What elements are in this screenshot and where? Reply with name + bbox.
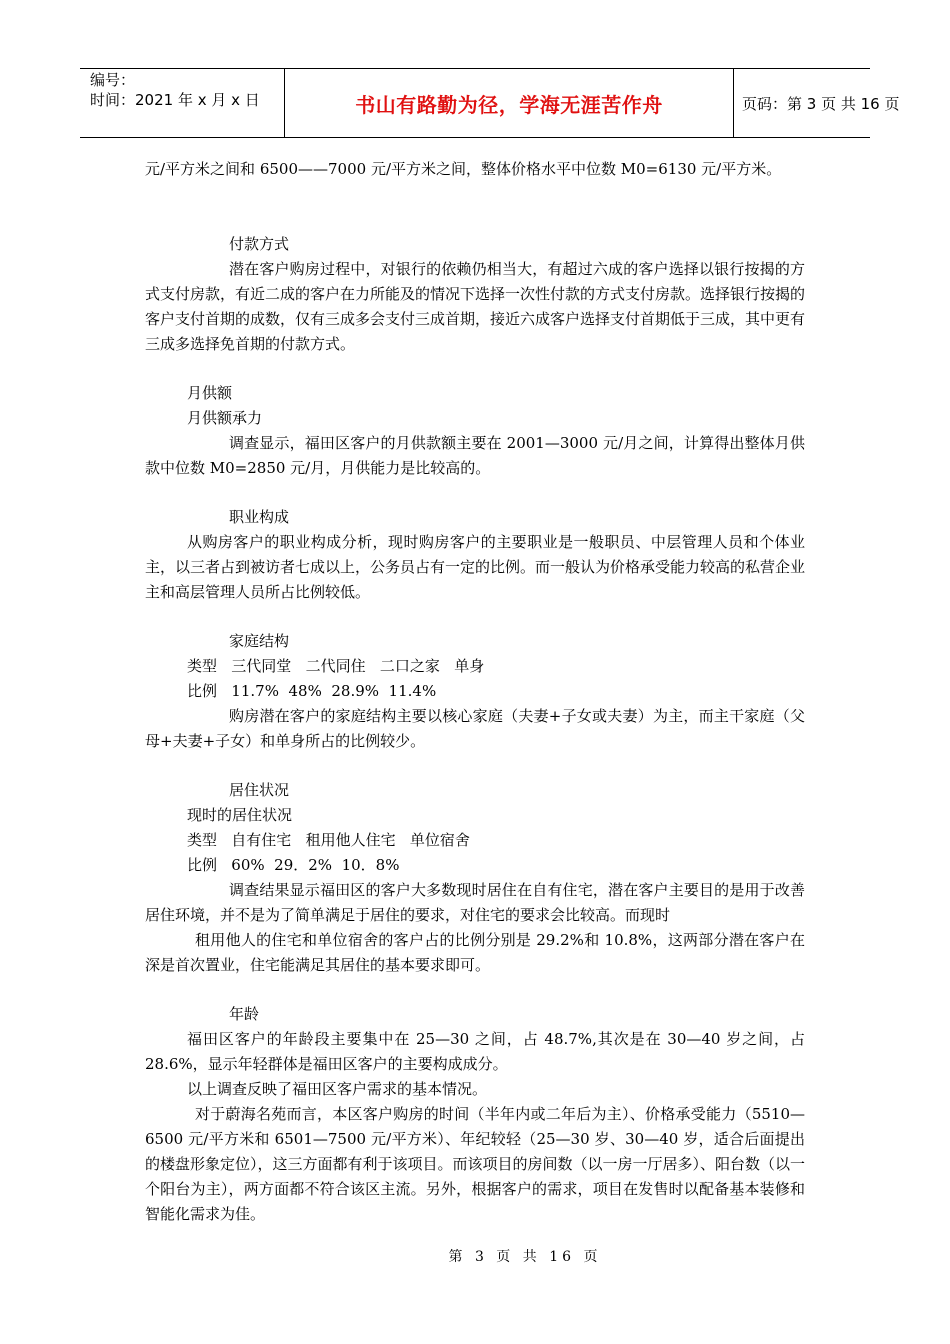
paragraph-living-2: 租用他人的住宅和单位宿舍的客户占的比例分别是 29.2%和 10.8%，这两部分潜在客户在深是首次置业，住宅能满足其居住的基本要求即可。 bbox=[145, 931, 805, 974]
subheading-monthly: 月供额承力 bbox=[187, 409, 263, 427]
paragraph-summary: 以上调查反映了福田区客户需求的基本情况。 bbox=[187, 1080, 488, 1098]
section-heading-family: 家庭结构 bbox=[229, 632, 290, 650]
paragraph-age: 福田区客户的年龄段主要集中在 25—30 之间，占 48.7%,其次是在 30—40 岁之间，占 28.6%，显示年轻群体是福田区客户的主要构成成分。 bbox=[145, 1030, 805, 1073]
section-heading-payment: 付款方式 bbox=[229, 235, 290, 253]
family-types-row: 类型 三代同堂 二代同住 二口之家 单身 bbox=[187, 657, 485, 675]
header-page-number: 页码：第 3 页 共 16 页 bbox=[742, 94, 900, 113]
section-heading-job: 职业构成 bbox=[229, 508, 290, 526]
paragraph-payment: 潜在客户购房过程中，对银行的依赖仍相当大，有超过六成的客户选择以银行按揭的方式支付房款，有近二成的客户在力所能及的情况下选择一次性付款的方式支付房款。选择银行按揭的客户支付首期的成数，仅有三成多会支付三成首期，接近六成客户选择支付首期低于三成，其中更有三成多选择免首期的付款方式。 bbox=[145, 260, 806, 353]
paragraph-conclusion: 对于蔚海名苑而言，本区客户购房的时间（半年内或二年后为主）、价格承受能力（5510—6500 元/平方米和 6501—7500 元/平方米）、年纪较轻（25—30 岁、30—40 岁，适合后面提出的楼盘形象定位），这三方面都有利于该项目。而该项目的房间数（以一房一厅居多）、阳台数（以一个阳台为主），两方面都不符合该区主流。另外，根据客户的需求，项目在发售时以配备基本装修和智能化需求为佳。 bbox=[145, 1105, 806, 1223]
paragraph-price: 元/平方米之间和 6500——7000 元/平方米之间，整体价格水平中位数 M0=6130 元/平方米。 bbox=[145, 160, 782, 178]
page-header bbox=[80, 68, 900, 138]
paragraph-family: 购房潜在客户的家庭结构主要以核心家庭（夫妻+子女或夫妻）为主，而主干家庭（父母+夫妻+子女）和单身所占的比例较少。 bbox=[145, 707, 805, 750]
section-heading-monthly: 月供额 bbox=[187, 384, 233, 402]
section-heading-living: 居住状况 bbox=[229, 781, 290, 799]
subheading-living: 现时的居住状况 bbox=[187, 806, 293, 824]
page-footer: 第 3 页 共 16 页 bbox=[448, 1249, 602, 1265]
header-motto: 书山有路勤为径，学海无涯苦作舟 bbox=[355, 92, 663, 117]
document-date: 时间：2021 年 x 月 x 日 bbox=[90, 91, 260, 109]
document-body bbox=[145, 157, 805, 1227]
paragraph-job: 从购房客户的职业构成分析，现时购房客户的主要职业是一般职员、中层管理人员和个体业主，以三者占到被访者七成以上，公务员占有一定的比例。而一般认为价格承受能力较高的私营企业主和高层管理人员所占比例较低。 bbox=[145, 533, 806, 601]
header-meta bbox=[80, 69, 284, 137]
family-ratios-row: 比例 11.7% 48% 28.9% 11.4% bbox=[187, 682, 437, 700]
document-number: 编号： bbox=[90, 71, 136, 89]
living-ratios-row: 比例 60% 29．2% 10．8% bbox=[187, 856, 400, 874]
header-motto-cell bbox=[284, 69, 734, 137]
paragraph-living-1: 调查结果显示福田区的客户大多数现时居住在自有住宅，潜在客户主要目的是用于改善居住环境，并不是为了简单满足于居住的要求，对住宅的要求会比较高。而现时 bbox=[145, 881, 805, 924]
paragraph-monthly: 调查显示，福田区客户的月供款额主要在 2001—3000 元/月之间，计算得出整体月供款中位数 M0=2850 元/月，月供能力是比较高的。 bbox=[145, 434, 805, 477]
section-heading-age: 年龄 bbox=[229, 1005, 260, 1023]
living-types-row: 类型 自有住宅 租用他人住宅 单位宿舍 bbox=[187, 831, 470, 849]
